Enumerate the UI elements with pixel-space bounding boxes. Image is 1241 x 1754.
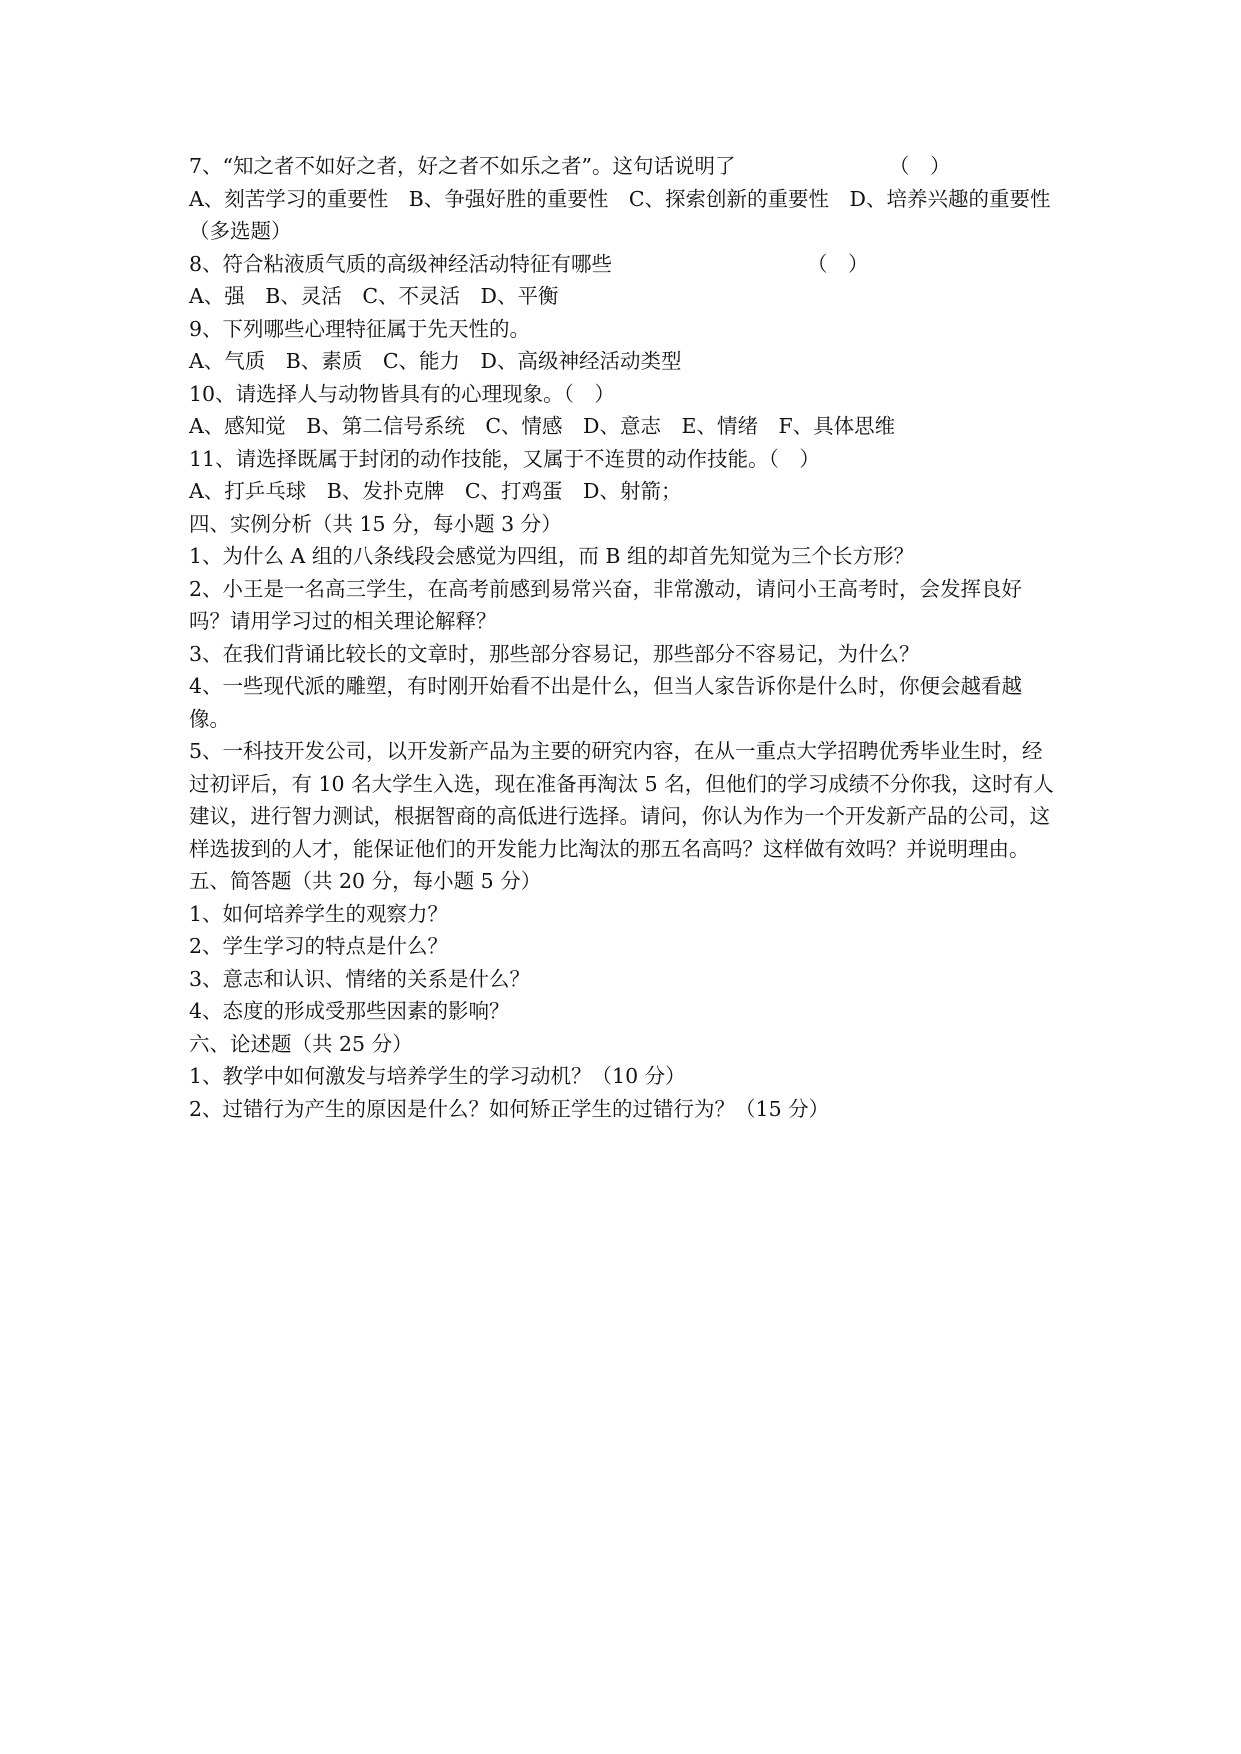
- exam-content: [189, 150, 1059, 1125]
- case-question-2: 2、小王是一名高三学生，在高考前感到易常兴奋，非常激动，请问小王高考时，会发挥良好吗？请用学习过的相关理论解释？: [189, 576, 1023, 633]
- case-question-1: 1、为什么 A 组的八条线段会感觉为四组，而 B 组的却首先知觉为三个长方形？: [189, 544, 914, 568]
- question-8-text: 8、符合粘液质气质的高级神经活动特征有哪些: [189, 251, 613, 276]
- question-9-options: A、气质 B、素质 C、能力 D、高级神经活动类型: [189, 349, 682, 373]
- question-7-answer-blank: （ ）: [889, 154, 951, 178]
- short-answer-1: 1、如何培养学生的观察力？: [189, 901, 449, 926]
- section-6-heading: 六、论述题（共 25 分）: [189, 1031, 413, 1056]
- case-question-5: 5、一科技开发公司，以开发新产品为主要的研究内容，在从一重点大学招聘优秀毕业生时，经过初评后，有 10 名大学生入选，现在准备再淘汰 5 名，但他们的学习成绩不分你我，这时有人建议，进行智力测试，根据智商的高低进行选择。请问，你认为作为一个开发新产品的公司，这样选拔到的人才，能保证他们的开发能力比淘汰的那五名高吗？这样做有效吗？并说明理由。: [189, 739, 1054, 861]
- case-question-4: 4、一些现代派的雕塑，有时刚开始看不出是什么，但当人家告诉你是什么时，你便会越看越像。: [189, 674, 1023, 731]
- short-answer-3: 3、意志和认识、情绪的关系是什么？: [189, 966, 531, 991]
- case-question-3: 3、在我们背诵比较长的文章时，那些部分容易记，那些部分不容易记，为什么？: [189, 641, 920, 666]
- question-10: 10、请选择人与动物皆具有的心理现象。（ ）: [189, 381, 615, 406]
- section-note-multiple-choice: （多选题）: [189, 219, 292, 243]
- question-10-options: A、感知觉 B、第二信号系统 C、情感 D、意志 E、情绪 F、具体思维: [189, 414, 896, 438]
- essay-question-2: 2、过错行为产生的原因是什么？如何矫正学生的过错行为？（15 分）: [189, 1096, 830, 1121]
- question-8-answer-blank: （ ）: [807, 251, 869, 276]
- section-4-heading: 四、实例分析（共 15 分，每小题 3 分）: [189, 511, 562, 536]
- section-5-heading: 五、简答题（共 20 分，每小题 5 分）: [189, 869, 542, 893]
- question-8: [189, 248, 1059, 281]
- question-9: 9、下列哪些心理特征属于先天性的。: [189, 316, 531, 341]
- question-7: [189, 150, 1059, 183]
- short-answer-4: 4、态度的形成受那些因素的影响？: [189, 999, 510, 1023]
- question-11: 11、请选择既属于封闭的动作技能，又属于不连贯的动作技能。（ ）: [189, 446, 820, 471]
- question-7-options: A、刻苦学习的重要性 B、争强好胜的重要性 C、探索创新的重要性 D、培养兴趣的重要性: [189, 186, 1051, 211]
- short-answer-2: 2、学生学习的特点是什么？: [189, 934, 449, 958]
- question-11-options: A、打乒乓球 B、发扑克牌 C、打鸡蛋 D、射箭；: [189, 479, 682, 503]
- question-7-text: 7、“知之者不如好之者，好之者不如乐之者”。这句话说明了: [189, 154, 736, 178]
- question-8-options: A、强 B、灵活 C、不灵活 D、平衡: [189, 284, 559, 308]
- essay-question-1: 1、教学中如何激发与培养学生的学习动机？（10 分）: [189, 1064, 686, 1088]
